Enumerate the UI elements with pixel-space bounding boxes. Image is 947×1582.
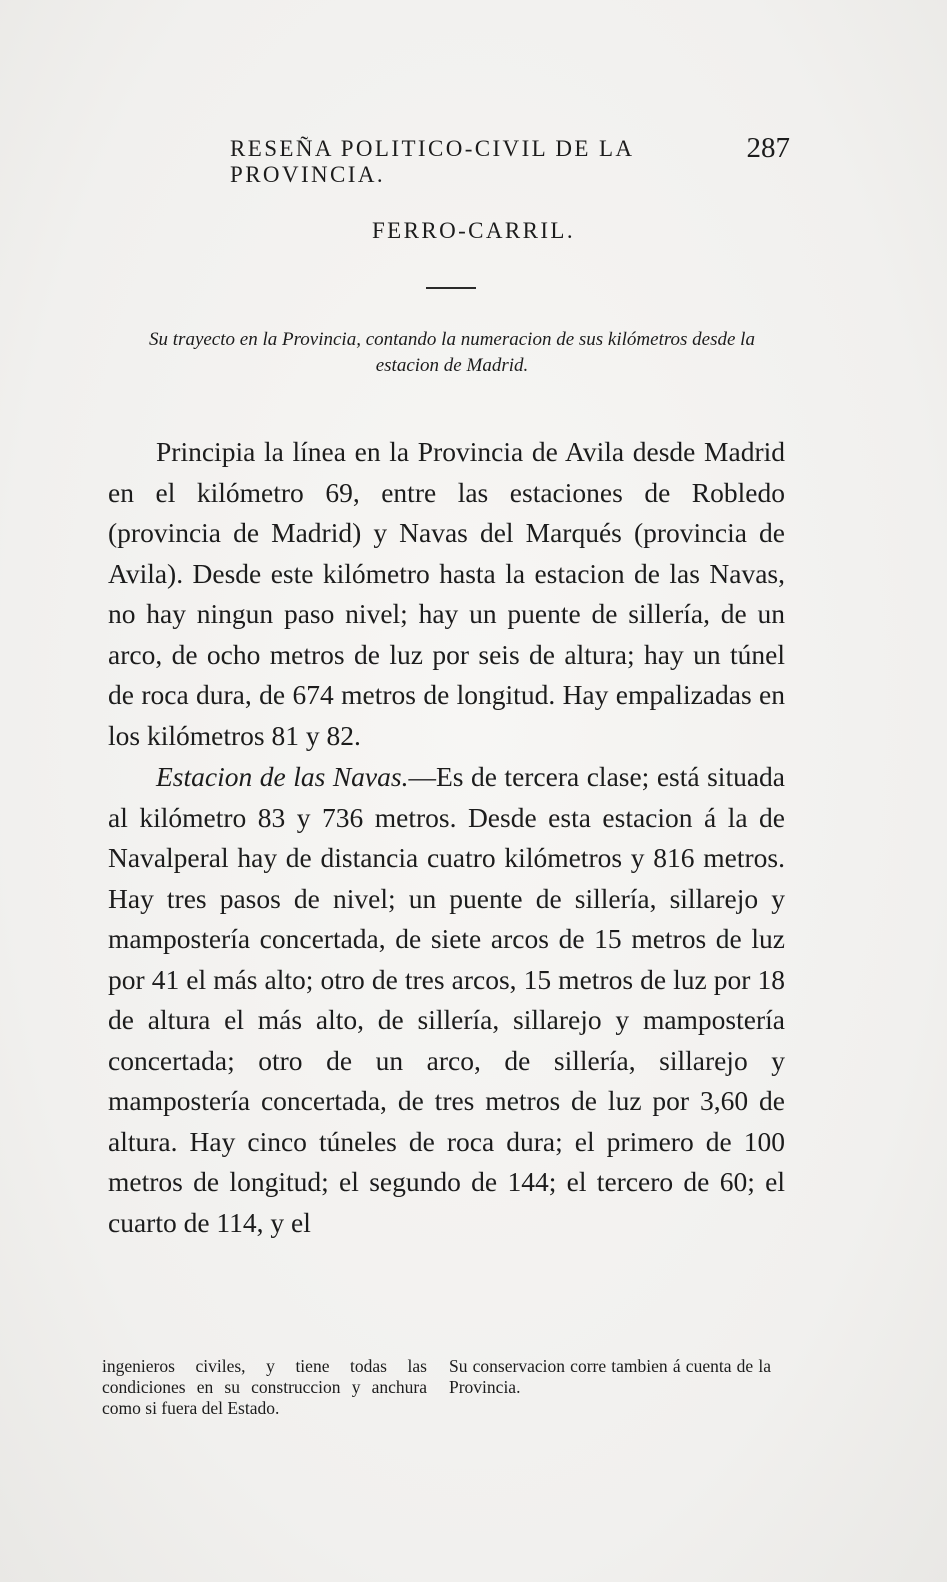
paragraph-text: —Es de tercera clase; está situada al kilómetro 83 y 736 metros. Desde esta estacion á la de Navalperal hay de distancia cuatro kilómetros y 816 metros. Hay tres pasos de nivel; un puente de sillería, sillarejo y mampostería concertada, de siete arcos de 15 metros de luz por 41 el más alto; otro de tres arcos, 15 metros de luz por 18 de altura el más alto, de sillería, sillarejo y mampostería concertada; otro de un arco, de sillería, sillarejo y mampostería concertada, de tres metros de luz por 3,60 de altura. Hay cinco túneles de roca dura; el primero de 100 metros de longitud; el segundo de 144; el tercero de 60; el cuarto de 114, y el	[108, 761, 785, 1238]
page-number: 287	[746, 132, 790, 164]
footnote-left: ingenieros civiles, y tiene todas las condiciones en su construccion y anchura como si fuera del Estado.	[102, 1356, 427, 1418]
running-head	[230, 132, 790, 187]
station-heading: Estacion de las Navas.	[156, 761, 409, 792]
section-divider	[426, 287, 476, 289]
paragraph-station	[108, 757, 785, 1243]
body-text	[108, 432, 785, 1243]
footnote-right: Su conservacion corre tambien á cuenta de la Provincia.	[449, 1356, 771, 1397]
running-title: RESEÑA POLITICO-CIVIL DE LA PROVINCIA.	[230, 136, 634, 187]
section-title: FERRO-CARRIL.	[371, 218, 576, 243]
section-subtitle: Su trayecto en la Provincia, contando la numeracion de sus kilómetros desde la estacion de Madrid.	[149, 329, 755, 376]
paragraph: Principia la línea en la Provincia de Avila desde Madrid en el kilómetro 69, entre las estaciones de Robledo (provincia de Madrid) y Navas del Marqués (provincia de Avila). Desde este kilómetro hasta la estacion de las Navas, no hay ningun paso nivel; hay un puente de sillería, de un arco, de ocho metros de luz por seis de altura; hay un túnel de roca dura, de 674 metros de longitud. Hay empalizadas en los kilómetros 81 y 82.	[108, 436, 785, 751]
footnotes	[102, 1356, 782, 1426]
